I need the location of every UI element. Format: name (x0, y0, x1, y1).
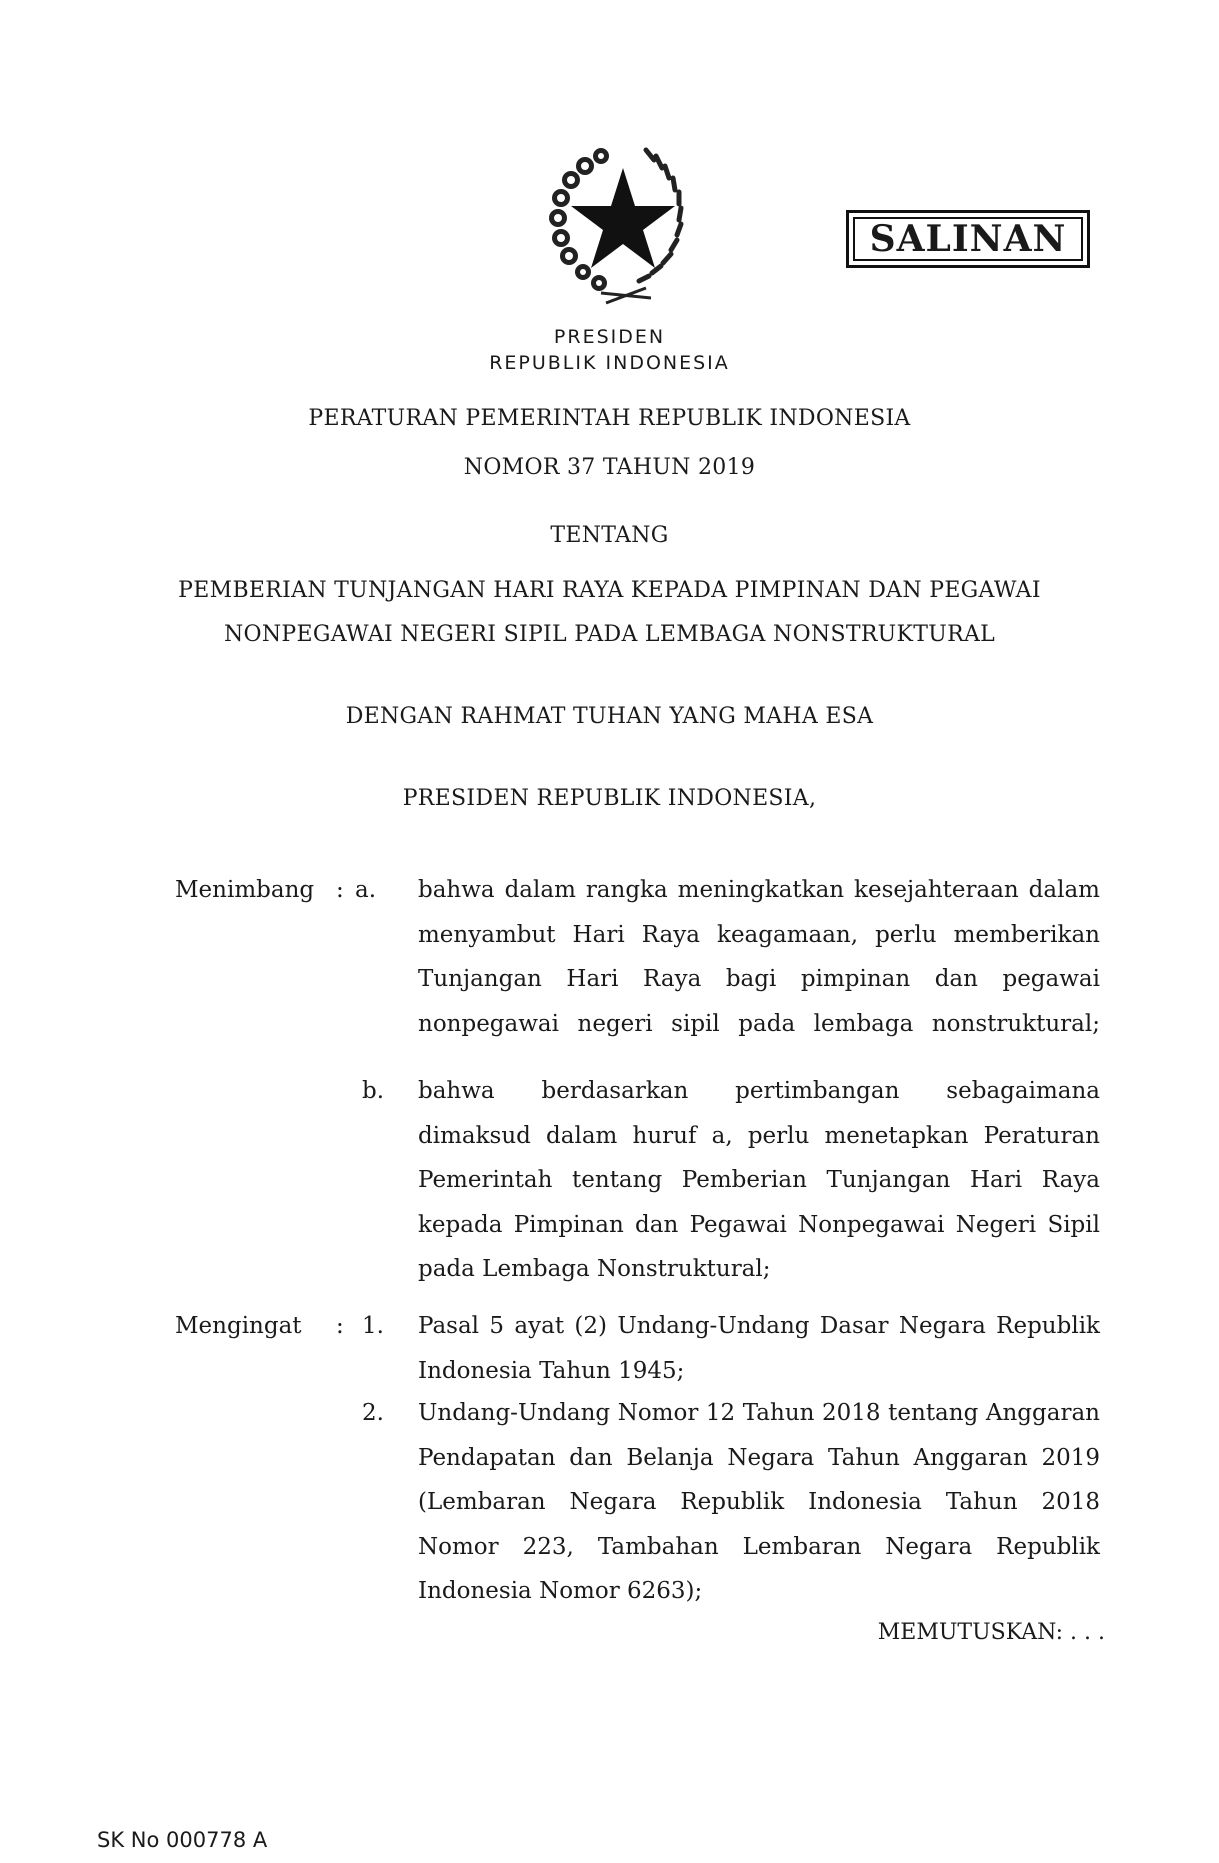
menimbang-item-b: bahwa berdasarkan pertimbangan sebagaimana dimaksud dalam huruf a, perlu menetapkan Peraturan Pemerintah tentang Pemberian Tunjangan Hari Raya kepada Pimpinan dan Pegawai Nonpegawai Negeri Sipil pada Lembaga Nonstruktural; (418, 1078, 1100, 1282)
mengingat-marker-1: 1. (362, 1313, 384, 1339)
mengingat-item-1: Pasal 5 ayat (2) Undang-Undang Dasar Negara Republik Indonesia Tahun 1945; (418, 1313, 1100, 1384)
president-line: PRESIDEN REPUBLIK INDONESIA, (402, 786, 817, 811)
menimbang-marker-a: a. (355, 877, 377, 903)
menimbang-item-a: bahwa dalam rangka meningkatkan kesejahteraan dalam menyambut Hari Raya keagamaan, perlu memberikan Tunjangan Hari Raya bagi pimpinan dan pegawai nonpegawai negeri sipil pada lembaga nonstruktural; (418, 877, 1100, 1037)
mengingat-label: Mengingat (175, 1313, 302, 1339)
salinan-stamp (846, 210, 1090, 268)
menimbang-label: Menimbang (175, 877, 315, 903)
document-reference: SK No 000778 A (97, 1828, 268, 1852)
mengingat-colon: : (336, 1313, 344, 1339)
regulation-about: TENTANG (550, 523, 669, 548)
menimbang-colon: : (336, 877, 344, 903)
continuation-text: MEMUTUSKAN: . . . (877, 1620, 1105, 1645)
regulation-title: PERATURAN PEMERINTAH REPUBLIK INDONESIA (308, 406, 911, 431)
mengingat-item-2: Undang-Undang Nomor 12 Tahun 2018 tentang Anggaran Pendapatan dan Belanja Negara Tahun Anggaran 2019 (Lembaran Negara Republik Indonesia Tahun 2018 Nomor 223, Tambahan Lembaran Negara Republik Indonesia Nomor 6263); (418, 1400, 1100, 1604)
header-republik-indonesia: REPUBLIK INDONESIA (489, 352, 730, 374)
menimbang-marker-b: b. (362, 1078, 385, 1104)
garuda-star-emblem-icon (541, 138, 706, 308)
regulation-subject-line1: PEMBERIAN TUNJANGAN HARI RAYA KEPADA PIMPINAN DAN PEGAWAI (178, 578, 1041, 603)
mengingat-marker-2: 2. (362, 1400, 384, 1426)
stamp-text: SALINAN (869, 218, 1067, 260)
grace-formula: DENGAN RAHMAT TUHAN YANG MAHA ESA (345, 704, 874, 729)
regulation-subject-line2: NONPEGAWAI NEGERI SIPIL PADA LEMBAGA NONSTRUKTURAL (223, 622, 996, 647)
header-presiden: PRESIDEN (553, 326, 666, 348)
regulation-number: NOMOR 37 TAHUN 2019 (463, 455, 756, 480)
